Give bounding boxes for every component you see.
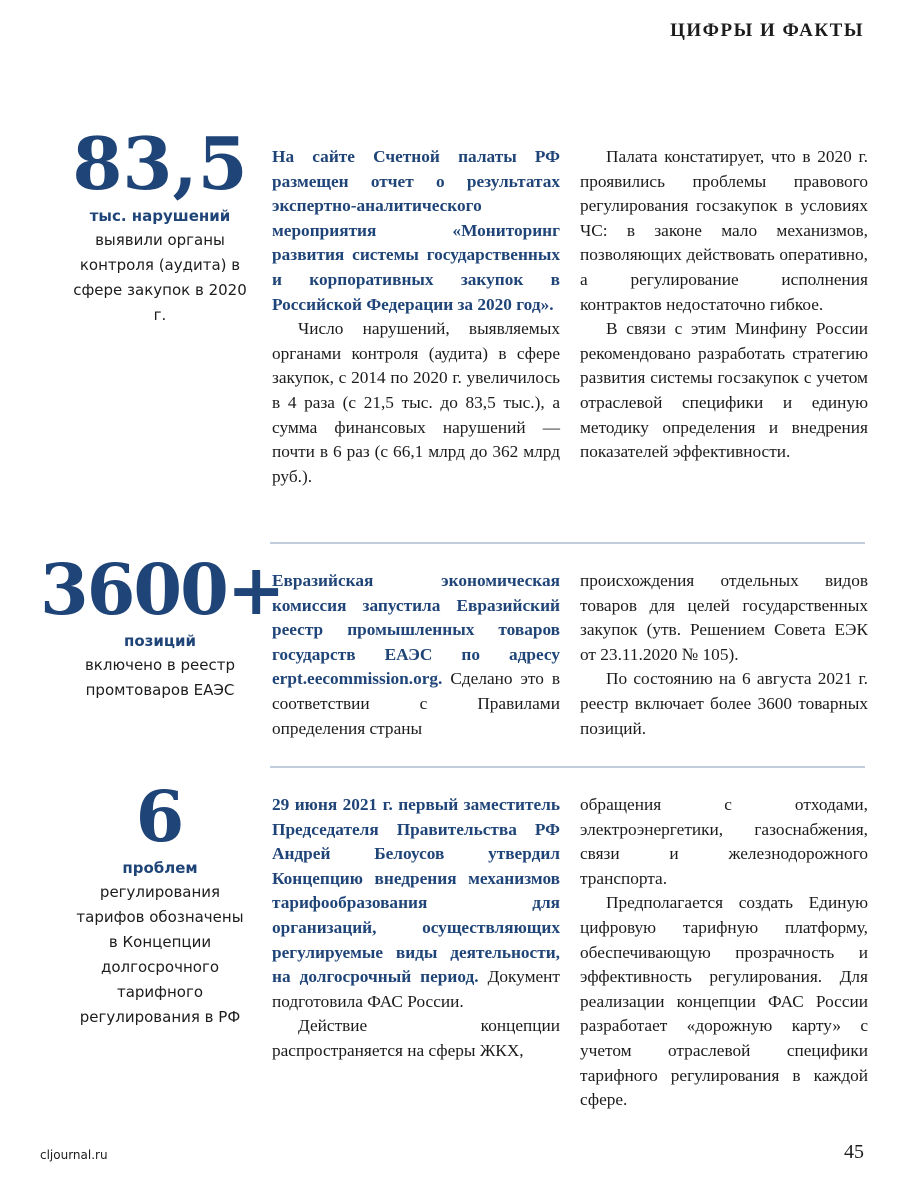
paragraph: В связи с этим Минфину России рекомендовано разработать стратегию развития системы госзакупок с учетом отраслевой специфики и единую методику определения и внедрения показателей эффективности. [580,319,868,462]
stat-block-violations [40,121,280,328]
stat-block-problems [40,775,280,1030]
body-text: Документ подготовила ФАС России. [272,967,560,1011]
article-column-2 [580,793,868,1113]
stat-unit: позиций [123,632,197,650]
paragraph: обращения с отходами, электроэнергетики, газоснабжения, связи и железнодорожного транспорта. [580,795,868,888]
stat-description: выявили органы контроля (аудита) в сфере закупок в 2020 г. [73,231,247,324]
paragraph: По состоянию на 6 августа 2021 г. реестр включает более 3600 товарных позиций. [580,669,868,738]
section-header: ЦИФРЫ И ФАКТЫ [670,20,864,41]
article-column-2 [580,569,868,741]
article-column-1 [272,145,560,489]
lead-text: На сайте Счетной палаты РФ размещен отчет о результатах экспертно-аналитического мероприятия «Мониторинг развития системы государственных и корпоративных закупок в Российской Федерации за 2020 год». [272,147,560,314]
stat-value: 3600+ [40,548,284,631]
paragraph: Число нарушений, выявляемых органами контроля (аудита) в сфере закупок, с 2014 по 2020 г. увеличилось в 4 раза (с 21,5 тыс. до 83,5 тыс.), а сумма финансовых нарушений — почти в 6 раз (с 66,1 млрд до 362 млрд руб.). [272,319,560,486]
footer-site-link[interactable]: cljournal.ru [40,1148,108,1162]
article-column-1 [272,793,560,1064]
section-divider [270,766,865,768]
stat-description: включено в реестр промтоваров ЕАЭС [84,656,236,699]
stat-value: 83,5 [72,121,248,206]
paragraph: происхождения отдельных видов товаров для целей государственных закупок (утв. Решением Совета ЕЭК от 23.11.2020 № 105). [580,571,868,664]
stat-block-registry [40,548,284,703]
body-text: Сделано это в соответствии с Правилами определения страны [272,669,560,738]
stat-description: регулирования тарифов обозначены в Концепции долгосрочного тарифного регулирования в РФ [76,883,244,1026]
stat-unit: проблем [122,859,198,877]
paragraph: Действие концепции распространяется на сферы ЖКХ, [272,1016,560,1060]
lead-text: 29 июня 2021 г. первый заместитель Председателя Правительства РФ Андрей Белоусов утвердил Концепцию внедрения механизмов тарифообразования для организаций, осуществляющих регулируемые виды деятельности, на долгосрочный период. [272,795,560,987]
lead-text: Евразийская экономическая комиссия запустила Евразийский реестр промышленных товаров государств ЕАЭС по адресу erpt.eecommission.org. [272,571,560,689]
paragraph: Предполагается создать Единую цифровую тарифную платформу, обеспечивающую прозрачность и эффективность регулирования. Для реализации концепции ФАС России разработает «дорожную карту» с учетом отраслевой специфики тарифного регулирования в каждой сфере. [580,893,868,1110]
section-divider [270,542,865,544]
page-number: 45 [844,1141,864,1163]
stat-value: 6 [135,775,185,858]
paragraph: Палата констатирует, что в 2020 г. проявились проблемы правового регулирования госзакупок в условиях ЧС: в законе мало механизмов, позволяющих действовать оперативно, а регулирование исполнения контрактов недостаточно гибкое. [580,147,868,314]
stat-unit: тыс. нарушений [89,207,231,225]
article-column-2 [580,145,868,465]
article-column-1 [272,569,560,741]
